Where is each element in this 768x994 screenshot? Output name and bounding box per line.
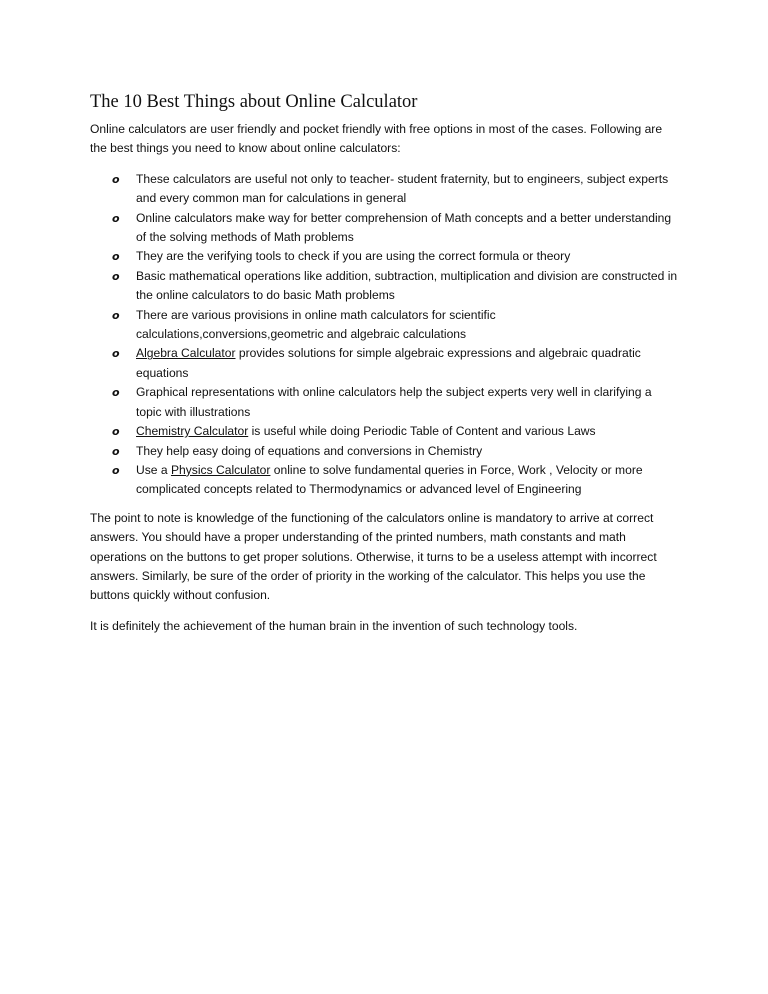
body-paragraph: The point to note is knowledge of the functioning of the calculators online is mandatory to arrive at correct answers. You should have a proper understanding of the printed numbers, math constants and math operations on the buttons to get proper solutions. Otherwise, it turns to be a useless attempt with incorrect answers. Similarly, be sure of the order of priority in the working of the calculator. This helps you use the buttons quickly without confusion. (90, 510, 657, 603)
bullet-icon: o (112, 172, 120, 186)
list-item-text: They are the verifying tools to check if you are using the correct formula or theory (136, 249, 571, 264)
list-item-text: is useful while doing Periodic Table of Content and various Laws (248, 424, 596, 439)
list-item-text: provides solutions for simple algebraic expressions and algebraic quadratic equations (136, 346, 641, 380)
list-item-text: They help easy doing of equations and conversions in Chemistry (136, 443, 483, 458)
list-item-text: Use a (136, 462, 171, 477)
bullet-icon: o (112, 463, 120, 477)
bullet-icon: o (112, 250, 120, 264)
list-item-text: online to solve fundamental queries in Force, Work , Velocity or more complicated concepts related to Thermodynamics or advanced level of Engineering (136, 462, 643, 497)
document-title: The 10 Best Things about Online Calculator (90, 92, 418, 112)
physics-calculator-link[interactable]: Physics Calculator (170, 462, 271, 477)
list-item (112, 247, 680, 266)
list-item (112, 170, 680, 209)
bullet-icon: o (112, 386, 120, 400)
list-item (112, 422, 680, 441)
list-item (112, 383, 680, 422)
bullet-icon: o (112, 269, 120, 283)
algebra-calculator-link[interactable]: Algebra Calculator (136, 346, 236, 361)
list-item (112, 209, 680, 248)
list-item-text: These calculators are useful not only to teacher- student fraternity, but to engineers, subject experts and every common man for calculations in general (136, 171, 669, 206)
intro-paragraph: Online calculators are user friendly and pocket friendly with free options in most of the cases. Following are the best things you need to know about online calculators: (90, 122, 663, 156)
bullet-icon: o (112, 444, 120, 458)
list-item-text: Basic mathematical operations like addition, subtraction, multiplication and division are constructed in the online calculators to do basic Math problems (136, 268, 678, 303)
bullet-icon: o (112, 211, 120, 225)
document-content (90, 90, 680, 647)
bullet-list (90, 170, 680, 500)
list-item (112, 344, 680, 383)
list-item (112, 306, 680, 345)
list-item-text: Graphical representations with online calculators help the subject experts very well in clarifying a topic with illustrations (136, 385, 652, 419)
bullet-icon: o (112, 347, 120, 361)
chemistry-calculator-link[interactable]: Chemistry Calculator (136, 424, 249, 439)
list-item-text: Online calculators make way for better comprehension of Math concepts and a better understanding of the solving methods of Math problems (136, 210, 672, 245)
bullet-icon: o (112, 425, 120, 439)
list-item (112, 267, 680, 306)
list-item-text: There are various provisions in online math calculators for scientific calculations,conversions,geometric and algebraic calculations (136, 307, 496, 342)
bullet-icon: o (112, 308, 120, 322)
closing-paragraph: It is definitely the achievement of the human brain in the invention of such technology tools. (90, 618, 578, 633)
list-item (112, 461, 680, 500)
list-item (112, 442, 680, 461)
